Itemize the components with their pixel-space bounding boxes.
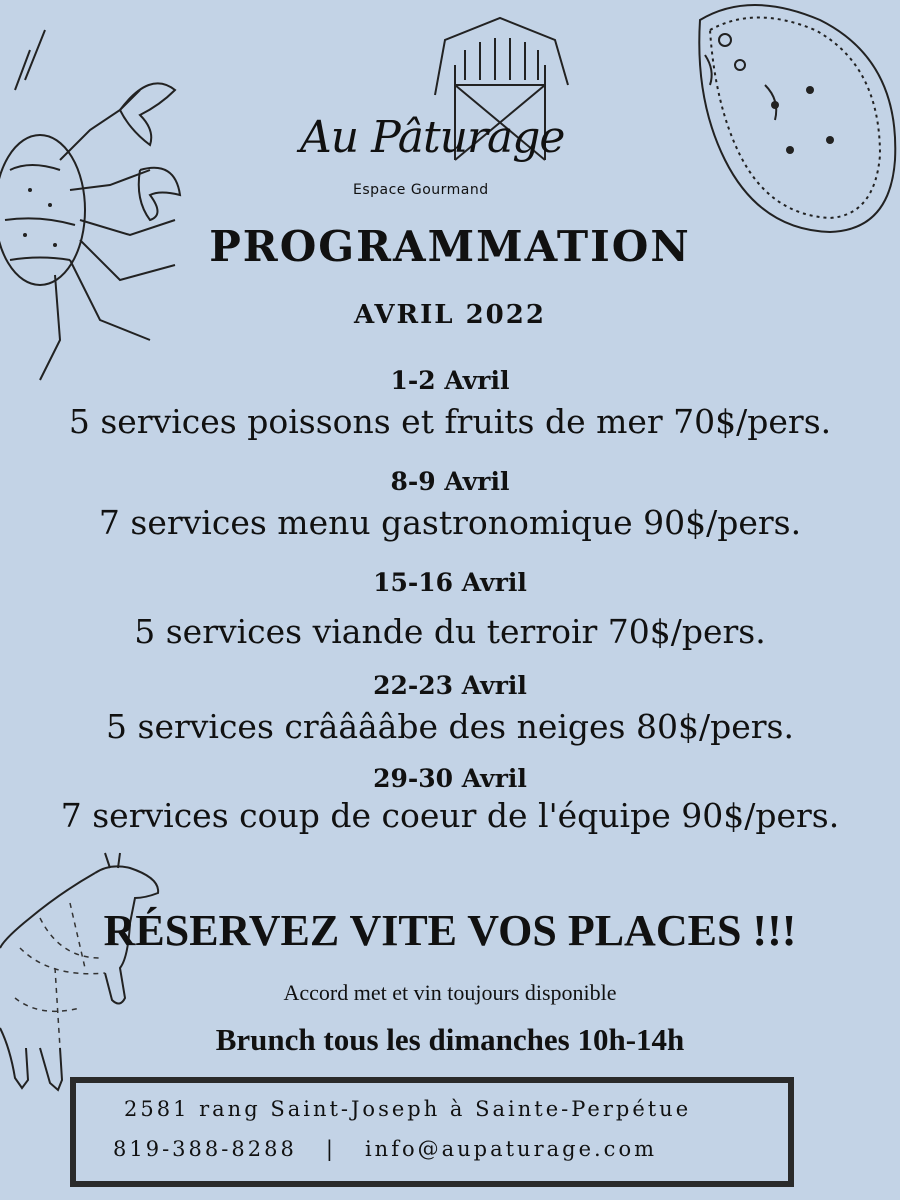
contact-phone[interactable]: 819-388-8288 xyxy=(113,1137,297,1161)
flatfish-illustration xyxy=(680,0,900,240)
event-description: 5 services poissons et fruits de mer 70$/pers. xyxy=(68,402,832,441)
contact-box xyxy=(70,1077,794,1187)
brand-name: Au Pâturage xyxy=(300,112,565,163)
wine-pairing-note: Accord met et vin toujours disponible xyxy=(283,980,617,1005)
event-date: 1-2 Avril xyxy=(390,366,510,395)
cow-butcher-cuts-illustration xyxy=(0,848,175,1098)
event-date: 15-16 Avril xyxy=(373,568,527,597)
reserve-headline: RÉSERVEZ VITE VOS PLACES !!! xyxy=(103,906,797,955)
contact-separator: | xyxy=(325,1137,336,1161)
page-subtitle: AVRIL 2022 xyxy=(354,300,546,330)
event-description: 5 services viande du terroir 70$/pers. xyxy=(134,612,766,651)
page-title: PROGRAMMATION xyxy=(209,222,691,271)
brand-tagline: Espace Gourmand xyxy=(353,182,489,198)
event-date: 29-30 Avril xyxy=(373,764,527,793)
crab-illustration xyxy=(0,20,200,390)
event-date: 8-9 Avril xyxy=(390,467,510,496)
brunch-note: Brunch tous les dimanches 10h-14h xyxy=(215,1022,685,1057)
event-date: 22-23 Avril xyxy=(373,671,527,700)
barn-icon xyxy=(290,10,590,210)
contact-email[interactable]: info@aupaturage.com xyxy=(364,1137,658,1161)
contact-address: 2581 rang Saint-Joseph à Sainte-Perpétue xyxy=(124,1097,692,1121)
event-description: 7 services coup de coeur de l'équipe 90$/pers. xyxy=(60,796,840,835)
event-description: 5 services crââââbe des neiges 80$/pers. xyxy=(106,707,794,746)
event-description: 7 services menu gastronomique 90$/pers. xyxy=(98,503,802,542)
contact-row xyxy=(113,1137,813,1161)
